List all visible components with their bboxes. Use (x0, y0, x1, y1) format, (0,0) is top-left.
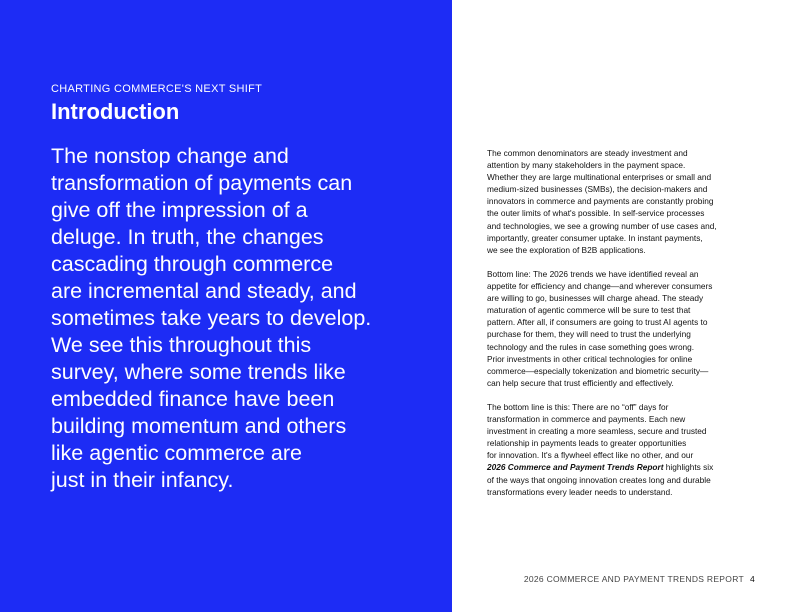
body-line: Prior investments in other critical technologies for online (487, 353, 693, 364)
lead-paragraph (51, 143, 441, 494)
footer-report-name: 2026 COMMERCE AND PAYMENT TRENDS REPORT (523, 574, 744, 584)
page-footer (524, 574, 755, 584)
body-line: technology and the rules in case something goes wrong. (487, 341, 695, 352)
body-paragraph-1 (487, 147, 762, 256)
lead-line: cascading through commerce (51, 252, 334, 276)
body-line: relationship in payments leads to greater opportunities (487, 438, 687, 449)
body-line: investment in creating a more seamless, secure and trusted (487, 426, 707, 437)
body-line: Whether they are large multinational enterprises or small and (487, 172, 712, 183)
body-line: are willing to go, businesses will charge ahead. The steady (487, 293, 704, 304)
body-line: transformations every leader needs to understand. (487, 486, 673, 497)
body-line-tail: highlights six (663, 462, 714, 473)
body-line: can help secure that trust efficiently and effectively. (487, 377, 674, 388)
page-number: 4 (749, 574, 755, 584)
body-line: The common denominators are steady investment and (487, 148, 688, 158)
body-line: for innovation. It's a flywheel effect like no other, and our (487, 450, 694, 461)
body-paragraph-3 (487, 401, 762, 498)
lead-line: just in their infancy. (51, 468, 234, 492)
lead-line: survey, where some trends like (51, 360, 346, 384)
section-eyebrow: CHARTING COMMERCE'S NEXT SHIFT (51, 83, 263, 95)
lead-line: are incremental and steady, and (51, 279, 357, 303)
lead-line: transformation of payments can (51, 171, 353, 195)
body-line: we see the exploration of B2B applications. (487, 244, 646, 255)
body-line: the outer limits of what's possible. In self-service processes (487, 208, 705, 219)
body-line: purchase for them, they will need to trust the underlying (487, 329, 691, 340)
body-line: importantly, greater consumer uptake. In instant payments, (487, 232, 703, 243)
page-title: Introduction (51, 99, 180, 124)
body-line: and technologies, we see a growing number of use cases and, (487, 220, 717, 231)
body-line: of the ways that ongoing innovation creates long and durable (487, 474, 711, 485)
body-line: commerce—especially tokenization and biometric security— (487, 365, 709, 376)
lead-line: The nonstop change and (51, 144, 289, 168)
lead-line: sometimes take years to develop. (51, 306, 372, 330)
body-line: attention by many stakeholders in the payment space. (487, 160, 686, 171)
body-line: appetite for efficiency and change—and wherever consumers (487, 281, 713, 292)
body-line: medium-sized businesses (SMBs), the decision-makers and (487, 184, 708, 195)
lead-line: give off the impression of a (51, 198, 308, 222)
lead-line: We see this throughout this (51, 333, 312, 357)
body-line: The bottom line is this: There are no “off” days for (487, 401, 669, 412)
body-line: maturation of agentic commerce will be sure to test that (487, 305, 691, 316)
body-line: transformation in commerce and payments. Each new (487, 414, 686, 425)
body-paragraph-2 (487, 268, 762, 389)
body-column (487, 147, 762, 510)
body-line (487, 461, 762, 473)
body-line: pattern. After all, if consumers are going to trust AI agents to (487, 317, 708, 328)
lead-line: like agentic commerce are (51, 441, 302, 465)
body-line: Bottom line: The 2026 trends we have identified reveal an (487, 268, 699, 279)
report-title: 2026 Commerce and Payment Trends Report (487, 462, 664, 473)
lead-line: building momentum and others (51, 414, 347, 438)
lead-line: embedded finance have been (51, 387, 335, 411)
lead-line: deluge. In truth, the changes (51, 225, 324, 249)
body-line: innovators in commerce and payments are constantly probing (487, 196, 714, 207)
